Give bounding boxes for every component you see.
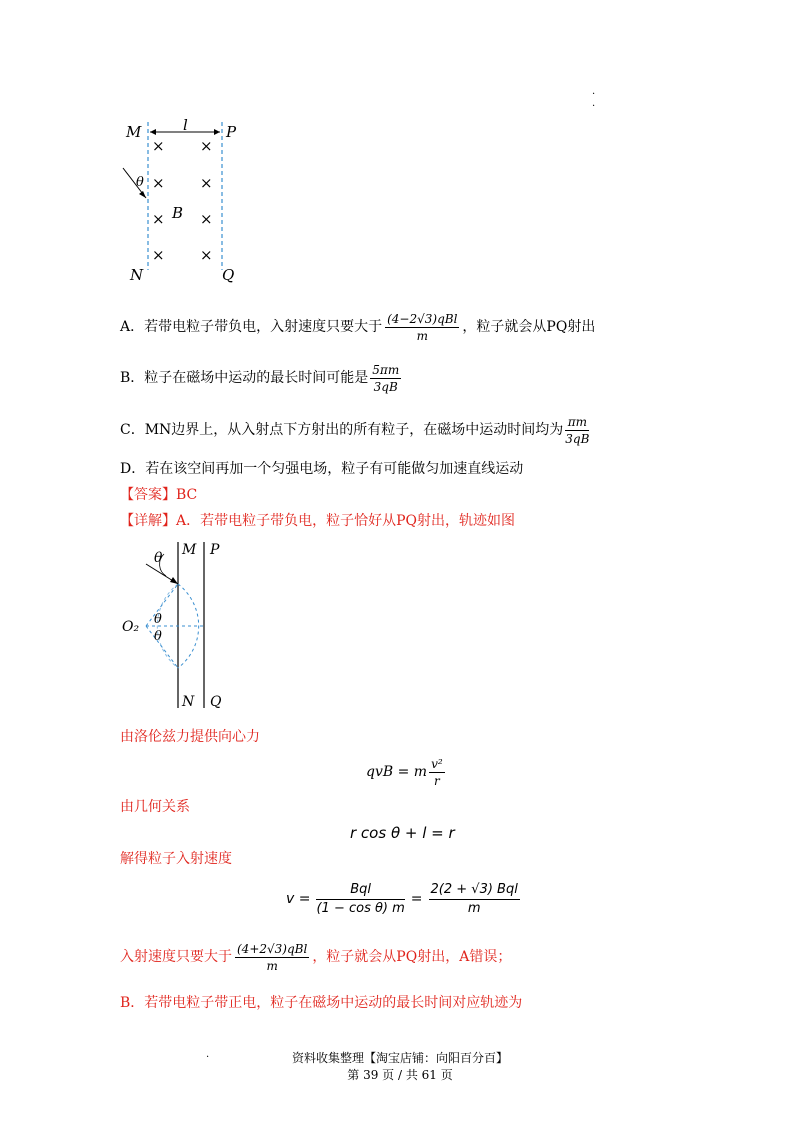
velocity-arrow-icon [170, 577, 178, 584]
option-b-fraction [370, 363, 401, 394]
statement-conclusion-a [120, 936, 511, 978]
statement-option-b: B．若带电粒子带正电，粒子在磁场中运动的最长时间对应轨迹为 [120, 995, 523, 1011]
label-theta-lower: θ [154, 629, 162, 644]
answer: 【答案】BC [120, 487, 198, 503]
fraction-numerator: Bql [316, 882, 404, 900]
option-a [120, 306, 595, 348]
cross-mark: × [200, 174, 213, 192]
fraction-numerator: (4−2√3)qBl [387, 311, 458, 326]
figure-trajectory [118, 538, 248, 713]
label-m: M [182, 542, 197, 558]
equation-fraction-2 [429, 882, 520, 917]
fraction-denominator: 3qB [373, 379, 398, 394]
fraction-numerator: 2(2 + √3) Bql [429, 882, 520, 900]
statement-solve: 解得粒子入射速度 [120, 851, 232, 867]
statement-geometry: 由几何关系 [120, 799, 190, 815]
label-p: P [210, 542, 220, 558]
statement-lorentz: 由洛伦兹力提供向心力 [120, 729, 260, 745]
option-b [120, 358, 401, 398]
fraction-denominator: m [467, 900, 481, 916]
label-p: P [226, 123, 237, 141]
equation-v: v = [286, 891, 311, 907]
label-q: Q [222, 266, 235, 284]
velocity-arrow-icon [139, 191, 146, 198]
cross-mark: × [152, 246, 165, 264]
fraction-numerator: πm [565, 415, 589, 431]
fraction-numerator: 5πm [372, 362, 400, 377]
fraction-denominator: (1 − cos θ) m [316, 900, 405, 916]
option-d: D．若在该空间再加一个匀强电场，粒子有可能做匀加速直线运动 [120, 461, 524, 477]
footer-source: 资料收集整理【淘宝店铺：向阳百分百】 [291, 1051, 508, 1065]
radius-lower [146, 626, 178, 668]
detail-heading: 【详解】A．若带电粒子带负电，粒子恰好从PQ射出，轨迹如图 [120, 513, 516, 529]
fraction-numerator: (4+2√3)qBl [237, 941, 308, 956]
cross-mark: × [152, 174, 165, 192]
option-c [120, 410, 589, 450]
corner-dots: . . [592, 86, 596, 109]
equation-equals: = [410, 891, 423, 907]
option-b-text: B．粒子在磁场中运动的最长时间可能是 [120, 370, 369, 386]
radius-upper [146, 584, 178, 626]
label-theta: θ [136, 175, 144, 190]
arrow-right-icon [214, 129, 220, 135]
option-c-fraction [565, 415, 589, 446]
option-a-fraction [385, 312, 459, 343]
fraction-denominator: 3qB [565, 431, 590, 446]
cross-mark: × [152, 210, 165, 228]
equation-fraction [429, 757, 445, 788]
figure-magnetic-field [118, 110, 258, 285]
label-b: B [172, 204, 184, 222]
cross-mark: × [200, 246, 213, 264]
fraction-numerator: v² [431, 756, 443, 771]
equation-velocity [286, 876, 520, 922]
equation-geometry: r cos θ + l = r [350, 824, 455, 842]
option-c-text: C．MN边界上，从入射点下方射出的所有粒子，在磁场中运动时间均为 [120, 422, 564, 438]
label-theta: θ [154, 550, 163, 566]
cross-mark: × [200, 137, 213, 155]
label-o2: O₂ [122, 619, 140, 635]
label-m: M [126, 123, 142, 141]
conclusion-suffix: ，粒子就会从PQ射出，A错误； [312, 949, 512, 965]
label-theta-upper: θ [154, 612, 162, 627]
footer-page-number: 第 39 页 / 共 61 页 [347, 1068, 453, 1082]
arrow-left-icon [150, 129, 156, 135]
footer-dot: . [206, 1049, 210, 1060]
cross-mark: × [200, 210, 213, 228]
option-a-text: A．若带电粒子带负电，入射速度只要大于 [120, 319, 383, 335]
option-a-suffix: ，粒子就会从PQ射出 [462, 319, 596, 335]
field-crosses [152, 137, 213, 264]
equation-centripetal [366, 752, 445, 792]
equation-lhs: qvB = m [366, 764, 428, 780]
fraction-denominator: r [434, 773, 440, 788]
conclusion-fraction [235, 942, 309, 973]
equation-fraction-1 [316, 882, 404, 917]
conclusion-text: 入射速度只要大于 [120, 949, 232, 965]
cross-mark: × [152, 137, 165, 155]
label-n: N [130, 266, 144, 284]
fraction-denominator: m [266, 958, 278, 973]
label-q: Q [210, 694, 222, 710]
label-l: l [183, 116, 188, 134]
fraction-denominator: m [416, 328, 428, 343]
label-n: N [182, 694, 195, 710]
